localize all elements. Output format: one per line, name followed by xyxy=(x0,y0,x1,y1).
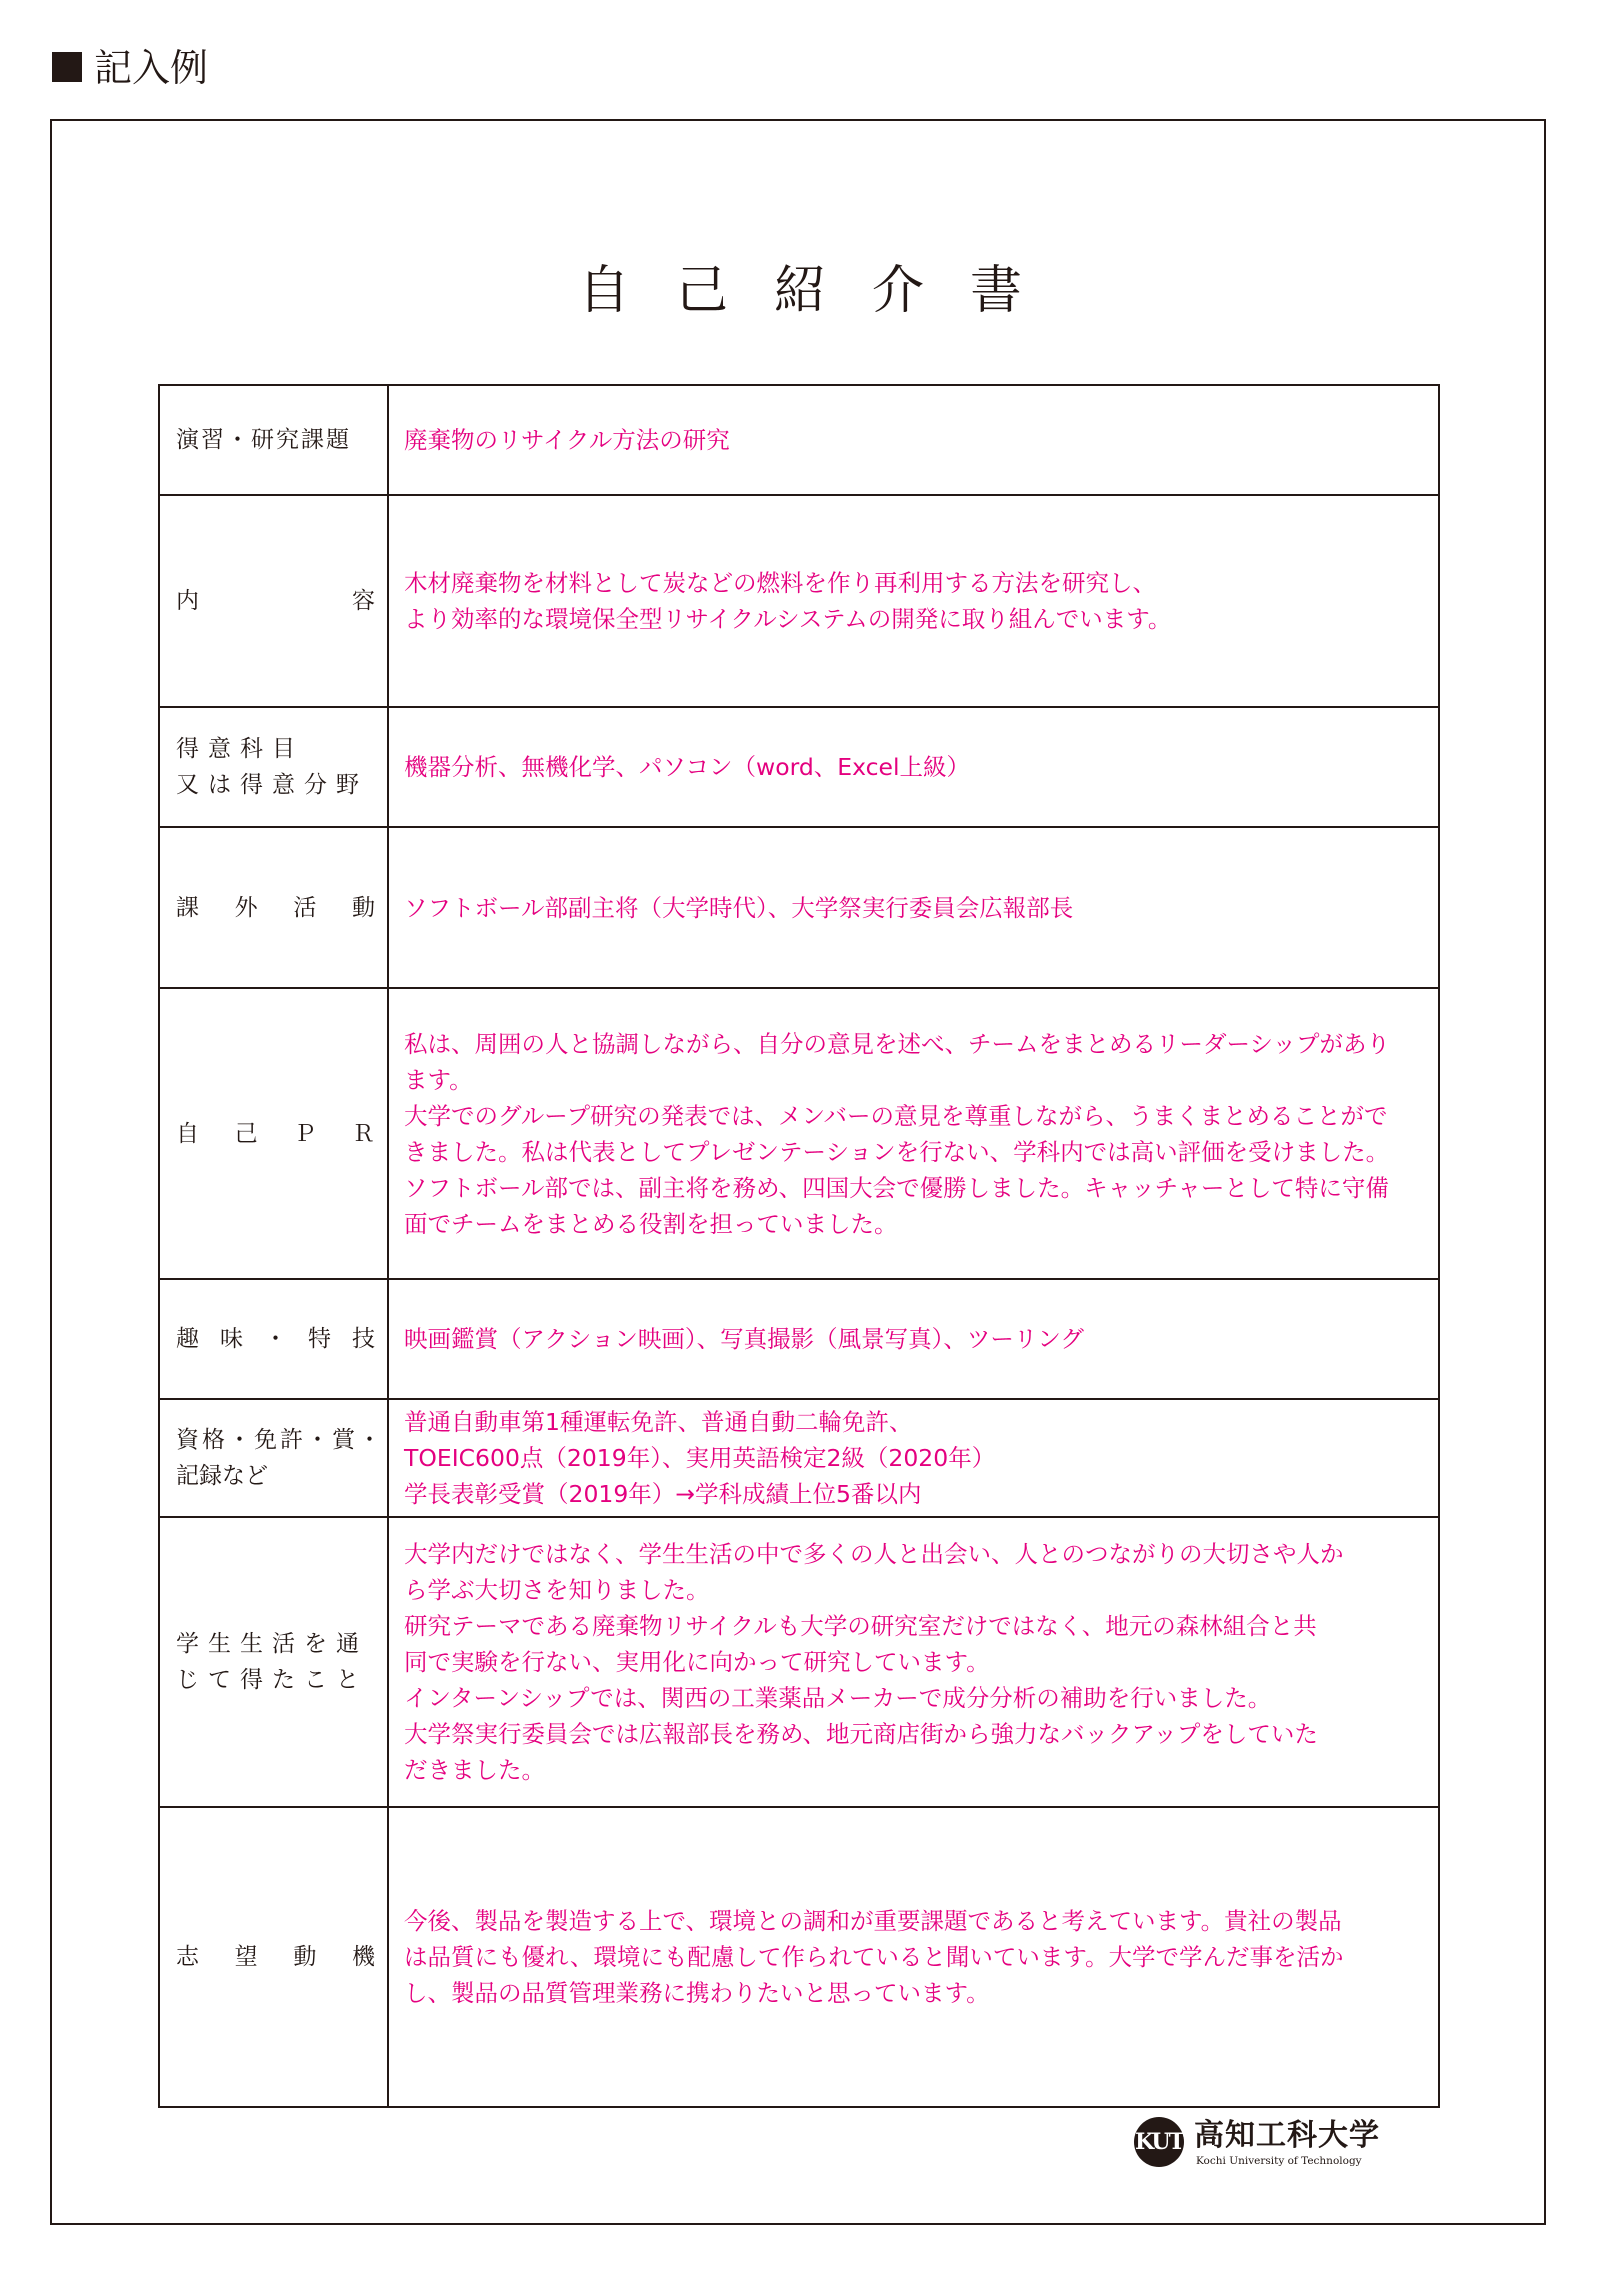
value-line: 今後、製品を製造する上で、環境との調和が重要課題であると考えています。貴社の製品 xyxy=(404,1907,1342,1935)
value-line: 普通自動車第1種運転免許、普通自動二輪免許、 xyxy=(404,1408,913,1436)
form-row-motivation xyxy=(159,1807,1439,2107)
label-line: 資格・免許・賞・ xyxy=(176,1427,384,1453)
university-logo xyxy=(1128,2107,1428,2177)
value-line: きました。私は代表としてプレゼンテーションを行ない、学科内では高い評価を受けました。 xyxy=(404,1137,1390,1166)
value-line: 大学内だけではなく、学生生活の中で多くの人と出会い、人とのつながりの大切さや人か xyxy=(404,1540,1344,1568)
document-title: 自己紹介書 xyxy=(577,261,1068,321)
label-line: じて得たこと xyxy=(176,1667,368,1693)
label-self-pr: 自己ＰＲ xyxy=(159,988,388,1279)
value-line: は品質にも優れ、環境にも配慮して作られていると聞いています。大学で学んだ事を活か xyxy=(404,1943,1344,1971)
example-heading xyxy=(52,38,208,98)
value-line: 木材廃棄物を材料として炭などの燃料を作り再利用する方法を研究し、 xyxy=(404,569,1156,597)
label-line: 又は得意分野 xyxy=(176,772,368,798)
value-line: インターンシップでは、関西の工業薬品メーカーで成分分析の補助を行いました。 xyxy=(404,1684,1272,1712)
value-line: ます。 xyxy=(404,1065,473,1094)
form-row-qualifications xyxy=(159,1399,1439,1517)
value-line: 大学でのグループ研究の発表では、メンバーの意見を尊重しながら、うまくまとめることがで xyxy=(404,1101,1388,1130)
value-line: 映画鑑賞（アクション映画）、写真撮影（風景写真）、ツーリング xyxy=(404,1325,1084,1353)
value-line: し、製品の品質管理業務に携わりたいと思っています。 xyxy=(404,1979,990,2007)
label-hobbies: 趣味・特技 xyxy=(159,1279,388,1399)
square-bullet-icon xyxy=(52,52,82,82)
value-line: 面でチームをまとめる役割を担っていました。 xyxy=(404,1209,898,1238)
value-line: 研究テーマである廃棄物リサイクルも大学の研究室だけではなく、地元の森林組合と共 xyxy=(404,1612,1317,1640)
label-line: 学生生活を通 xyxy=(176,1631,368,1657)
form-row-extracurricular xyxy=(159,827,1439,988)
value-line: 学長表彰受賞（2019年）→学科成績上位5番以内 xyxy=(404,1480,922,1508)
value-line: だきました。 xyxy=(404,1756,545,1784)
value-line: 大学祭実行委員会では広報部長を務め、地元商店街から強力なバックアップをしていた xyxy=(404,1720,1318,1748)
label-line: 得意科目 xyxy=(176,736,304,762)
value-motivation xyxy=(388,1807,1439,2107)
example-heading-label: 記入例 xyxy=(94,46,209,90)
form-row-research-topic xyxy=(159,385,1439,495)
value-line: ソフトボール部副主将（大学時代）、大学祭実行委員会広報部長 xyxy=(404,893,1074,922)
value-line: 機器分析、無機化学、パソコン（word、Excel上級） xyxy=(404,753,971,781)
label-research-topic: 演習・研究課題 xyxy=(159,385,388,495)
label-strong-subjects xyxy=(159,707,388,827)
self-introduction-form xyxy=(158,384,1440,2108)
form-row-strong-subjects xyxy=(159,707,1439,827)
university-emblem-icon: KUT xyxy=(1134,2117,1184,2167)
value-self-pr xyxy=(388,988,1439,1279)
value-content xyxy=(388,495,1439,707)
label-content: 内容 xyxy=(159,495,388,707)
value-line: より効率的な環境保全型リサイクルシステムの開発に取り組んでいます。 xyxy=(404,605,1172,633)
value-hobbies xyxy=(388,1279,1439,1399)
value-line: ソフトボール部では、副主将を務め、四国大会で優勝しました。キャッチャーとして特に守備 xyxy=(404,1173,1389,1202)
value-line: ら学ぶ大切さを知りました。 xyxy=(404,1576,710,1604)
form-row-campus-life xyxy=(159,1517,1439,1807)
value-qualifications xyxy=(388,1399,1439,1517)
label-line: 記録など xyxy=(176,1463,268,1489)
university-name-en: Kochi University of Technology xyxy=(1196,2155,1362,2167)
value-research-topic xyxy=(388,385,1439,495)
value-extracurricular xyxy=(388,827,1439,988)
university-name: 高知工科大学 xyxy=(1194,2118,1380,2153)
label-qualifications xyxy=(159,1399,388,1517)
label-campus-life xyxy=(159,1517,388,1807)
value-strong-subjects xyxy=(388,707,1439,827)
value-line: 同で実験を行ない、実用化に向かって研究しています。 xyxy=(404,1648,990,1676)
value-line: 私は、周囲の人と協調しながら、自分の意見を述べ、チームをまとめるリーダーシップがあり xyxy=(404,1029,1391,1058)
form-row-hobbies xyxy=(159,1279,1439,1399)
value-line: TOEIC600点（2019年）、実用英語検定2級（2020年） xyxy=(404,1444,996,1472)
label-extracurricular: 課外活動 xyxy=(159,827,388,988)
label-motivation: 志望動機 xyxy=(159,1807,388,2107)
value-line: 廃棄物のリサイクル方法の研究 xyxy=(404,426,730,454)
form-row-self-pr xyxy=(159,988,1439,1279)
form-row-content xyxy=(159,495,1439,707)
value-campus-life xyxy=(388,1517,1439,1807)
